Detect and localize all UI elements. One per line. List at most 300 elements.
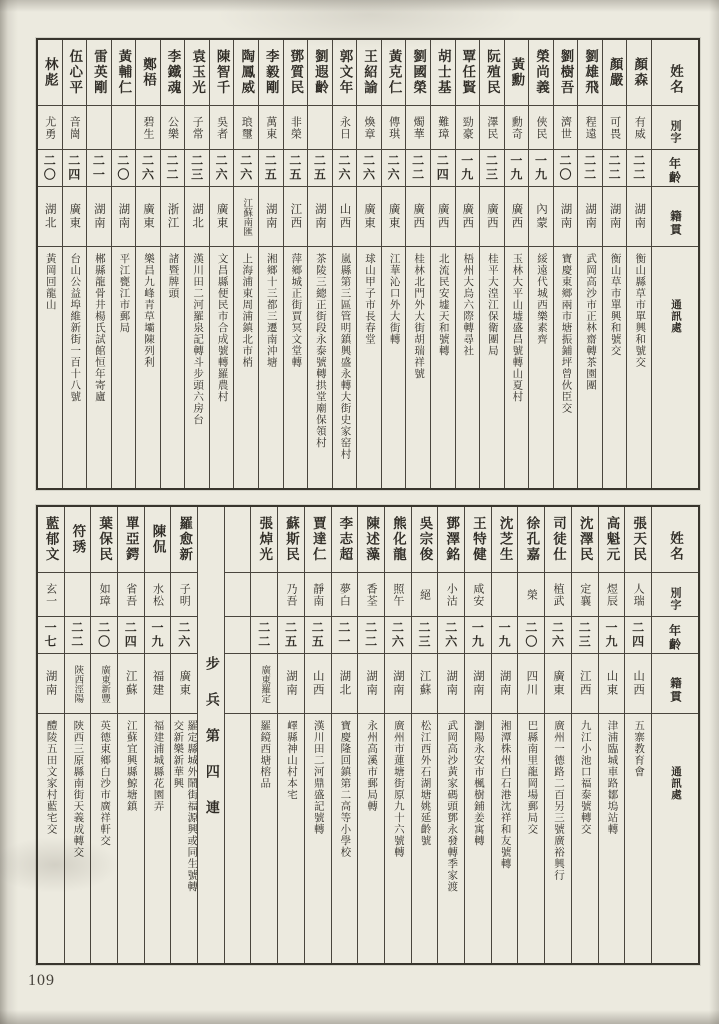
student-name-cell xyxy=(572,507,598,573)
age-value: 二一 xyxy=(336,621,351,649)
student-name-cell xyxy=(308,40,332,106)
courtesy-name: 俠民 xyxy=(534,115,547,140)
student-name: 陳侃 xyxy=(150,524,166,555)
native-place: 廣東羅定 xyxy=(259,664,270,703)
age-value-cell xyxy=(284,150,308,187)
courtesy-name-cell xyxy=(412,573,438,617)
header-cell-courtesy xyxy=(652,106,698,150)
courtesy-name: 人瑞 xyxy=(632,582,645,607)
courtesy-name: 難璋 xyxy=(436,115,449,140)
student-name: 羅愈新 xyxy=(177,516,193,563)
roster-column xyxy=(251,507,278,963)
courtesy-name: 植武 xyxy=(552,582,565,607)
age-value-cell xyxy=(308,150,332,187)
contact-address: 平江甕江市郵局 xyxy=(118,253,130,334)
native-place-cell xyxy=(529,187,553,247)
courtesy-name: 咸安 xyxy=(471,582,484,607)
contact-address-cell xyxy=(333,247,357,488)
native-place: 廣東 xyxy=(387,203,400,230)
student-name-cell xyxy=(210,40,234,106)
courtesy-name: 如璋 xyxy=(98,582,111,607)
contact-address-cell xyxy=(308,247,332,488)
contact-address: 樂昌九峰青草壩陳列利 xyxy=(142,253,154,368)
courtesy-name-cell xyxy=(385,573,411,617)
header-address-label: 通訊處 xyxy=(670,766,681,801)
student-name-cell xyxy=(161,40,185,106)
student-name: 郭文年 xyxy=(337,49,353,96)
native-place: 江西 xyxy=(578,670,591,697)
courtesy-name-cell xyxy=(161,106,185,150)
native-place-cell xyxy=(308,187,332,247)
header-cell-origin xyxy=(652,654,698,714)
student-name: 葉保民 xyxy=(97,516,113,563)
native-place-cell xyxy=(63,187,87,247)
native-place: 湖南 xyxy=(498,670,511,697)
contact-address: 漢川田二河羅泉記轉斗步頭六房台 xyxy=(192,253,204,426)
contact-address: 陝西三原縣南街天義成轉交 xyxy=(72,720,84,858)
native-place-cell xyxy=(465,654,491,714)
header-cell-courtesy xyxy=(652,573,698,617)
courtesy-name: 子明 xyxy=(178,582,191,607)
native-place-cell xyxy=(38,654,64,714)
contact-address: 湘潭株州白石港沈祥和友號轉 xyxy=(499,720,511,870)
age-value: 二三 xyxy=(417,621,432,649)
contact-address: 廣州一德路二百另三號廣裕興行 xyxy=(553,720,565,881)
courtesy-name-cell xyxy=(627,106,651,150)
student-name-cell xyxy=(145,507,171,573)
student-name-cell xyxy=(492,507,518,573)
native-place: 湖南 xyxy=(44,670,57,697)
roster-column xyxy=(87,40,112,488)
age-value-cell xyxy=(118,617,144,654)
courtesy-name-cell xyxy=(136,106,160,150)
courtesy-name-cell xyxy=(578,106,602,150)
contact-address-cell xyxy=(332,714,358,963)
courtesy-name: 澤民 xyxy=(485,115,498,140)
contact-address-cell xyxy=(357,247,381,488)
student-name-cell xyxy=(382,40,406,106)
native-place-cell xyxy=(625,654,651,714)
age-value: 二四 xyxy=(435,154,450,182)
header-courtesy-label: 別字 xyxy=(669,587,681,611)
student-name: 徐孔嘉 xyxy=(524,516,540,563)
native-place: 廣東 xyxy=(178,670,191,697)
native-place-cell xyxy=(118,654,144,714)
native-place: 湖南 xyxy=(471,670,484,697)
native-place: 湖南 xyxy=(445,670,458,697)
native-place-cell xyxy=(161,187,185,247)
student-name: 陳智千 xyxy=(214,49,230,96)
unit-label: 步兵第四連 xyxy=(203,656,219,836)
roster-column xyxy=(456,40,481,488)
courtesy-name: 勁豪 xyxy=(461,115,474,140)
student-name: 賈達仁 xyxy=(310,516,326,563)
student-name: 沈芝生 xyxy=(497,516,513,563)
header-address-label: 通訊處 xyxy=(670,299,681,334)
courtesy-name-cell xyxy=(603,106,627,150)
contact-address: 桂平大湟江保衛團局 xyxy=(486,253,498,357)
age-value-cell xyxy=(406,150,430,187)
contact-address: 綏遠代城西樂素齊 xyxy=(535,253,547,345)
student-name: 鄧澤銘 xyxy=(444,516,460,563)
student-name-cell xyxy=(465,507,491,573)
age-value-cell xyxy=(492,617,518,654)
student-name: 單亞鍔 xyxy=(123,516,139,563)
contact-address-cell xyxy=(38,714,64,963)
roster-column xyxy=(627,40,652,488)
header-age-label: 年齡 xyxy=(667,623,682,652)
student-name-cell xyxy=(599,507,625,573)
contact-address-cell xyxy=(87,247,111,488)
age-value: 二四 xyxy=(630,621,645,649)
student-name: 林彪 xyxy=(42,57,58,88)
native-place-cell xyxy=(456,187,480,247)
native-place: 廣東新豐 xyxy=(99,664,110,703)
contact-address: 醴陵五田文家村藍宅交 xyxy=(45,720,57,835)
courtesy-name-cell xyxy=(251,573,277,617)
native-place-cell xyxy=(431,187,455,247)
native-place-cell xyxy=(603,187,627,247)
student-name-cell xyxy=(357,40,381,106)
contact-address: 梧州大烏六際轉尋社 xyxy=(462,253,474,357)
courtesy-name-cell xyxy=(308,106,332,150)
contact-address-cell xyxy=(259,247,283,488)
header-courtesy-label: 別字 xyxy=(669,120,681,144)
age-value-cell xyxy=(627,150,651,187)
roster-column xyxy=(406,40,431,488)
contact-address-cell xyxy=(145,714,171,963)
courtesy-name-cell xyxy=(505,106,529,150)
age-value: 二二 xyxy=(410,154,425,182)
roster-column xyxy=(284,40,309,488)
student-name: 符琇 xyxy=(70,524,86,555)
native-place: 江西 xyxy=(289,203,302,230)
student-name-cell xyxy=(518,507,544,573)
empty-cell xyxy=(225,573,251,617)
courtesy-name-cell xyxy=(465,573,491,617)
courtesy-name-cell xyxy=(91,573,117,617)
contact-address-cell xyxy=(251,714,277,963)
contact-address-cell xyxy=(278,714,304,963)
contact-address: 寶慶東鄉兩市塘振鋪坪曾伙臣交 xyxy=(560,253,572,414)
contact-address: 桂林北門外大街胡瑞祥號 xyxy=(413,253,425,380)
courtesy-name-cell xyxy=(171,573,197,617)
contact-address: 巴縣南里龍岡場郵局交 xyxy=(526,720,538,835)
age-value: 一七 xyxy=(43,621,58,649)
courtesy-name: 靜南 xyxy=(311,582,324,607)
courtesy-name-cell xyxy=(438,573,464,617)
courtesy-name: 玄一 xyxy=(44,582,57,607)
student-name: 張天民 xyxy=(631,516,647,563)
student-name: 黃輔仁 xyxy=(116,49,132,96)
native-place-cell xyxy=(87,187,111,247)
roster-table-top xyxy=(36,38,700,490)
age-value-cell xyxy=(259,150,283,187)
age-value: 二三 xyxy=(577,621,592,649)
header-name-label: 姓名 xyxy=(668,531,683,562)
age-value-cell xyxy=(603,150,627,187)
student-name: 劉樹吾 xyxy=(558,49,574,96)
native-place-cell xyxy=(145,654,171,714)
native-place-cell xyxy=(406,187,430,247)
student-name: 黃克仁 xyxy=(386,49,402,96)
courtesy-name: 勳奇 xyxy=(510,115,523,140)
age-value: 二二 xyxy=(69,621,84,649)
age-value-cell xyxy=(505,150,529,187)
courtesy-name-cell xyxy=(87,106,111,150)
age-value: 二〇 xyxy=(115,154,130,182)
native-place-cell xyxy=(65,654,91,714)
courtesy-name: 程遠 xyxy=(584,115,597,140)
contact-address-cell xyxy=(63,247,87,488)
student-name: 榮尚義 xyxy=(533,49,549,96)
courtesy-name: 公樂 xyxy=(166,115,179,140)
student-name: 鄧質民 xyxy=(288,49,304,96)
roster-column xyxy=(431,40,456,488)
roster-column xyxy=(382,40,407,488)
student-name-cell xyxy=(480,40,504,106)
courtesy-name-cell xyxy=(284,106,308,150)
roster-column xyxy=(234,40,259,488)
age-value-cell xyxy=(112,150,136,187)
roster-column xyxy=(603,40,628,488)
age-value-cell xyxy=(578,150,602,187)
native-place: 湖北 xyxy=(191,203,204,230)
age-value-cell xyxy=(210,150,234,187)
courtesy-name: 燭華 xyxy=(412,115,425,140)
age-value-cell xyxy=(333,150,357,187)
student-name: 覃任賢 xyxy=(460,49,476,96)
roster-column xyxy=(278,507,305,963)
courtesy-name: 濟世 xyxy=(559,115,572,140)
blank-column xyxy=(225,507,252,963)
contact-address: 湘鄉十三都三遷南沖塘 xyxy=(265,253,277,368)
age-value-cell xyxy=(185,150,209,187)
contact-address: 嶧縣神山村本宅 xyxy=(286,720,297,801)
contact-address-cell xyxy=(185,247,209,488)
age-value: 二五 xyxy=(283,621,298,649)
native-place-cell xyxy=(332,654,358,714)
age-value-cell xyxy=(465,617,491,654)
courtesy-name-cell xyxy=(278,573,304,617)
native-place-cell xyxy=(38,187,62,247)
courtesy-name-cell xyxy=(545,573,571,617)
courtesy-name: 煥章 xyxy=(363,115,376,140)
native-place: 廣西 xyxy=(461,203,474,230)
courtesy-name: 照午 xyxy=(391,582,404,607)
student-name-cell xyxy=(529,40,553,106)
contact-address: 羅定縣城外鬧街福源興或同生號轉交新樂新華興 xyxy=(172,720,198,893)
courtesy-name: 尤勇 xyxy=(43,115,56,140)
roster-column xyxy=(332,507,359,963)
courtesy-name-cell xyxy=(572,573,598,617)
courtesy-name-cell xyxy=(234,106,258,150)
age-value: 二六 xyxy=(390,621,405,649)
contact-address-cell xyxy=(38,247,62,488)
roster-column xyxy=(259,40,284,488)
native-place: 江蘇 xyxy=(418,670,431,697)
age-value-cell xyxy=(456,150,480,187)
contact-address-cell xyxy=(545,714,571,963)
contact-address: 台山公益埠維新街一百十八號 xyxy=(69,253,81,403)
age-value: 二二 xyxy=(631,154,646,182)
student-name: 王特健 xyxy=(470,516,486,563)
roster-column xyxy=(136,40,161,488)
age-value: 二六 xyxy=(176,621,191,649)
empty-cell xyxy=(225,507,251,573)
age-value-cell xyxy=(554,150,578,187)
roster-column xyxy=(118,507,145,963)
courtesy-name-cell xyxy=(38,106,62,150)
header-name-label: 姓名 xyxy=(668,64,683,95)
age-value: 二五 xyxy=(312,154,327,182)
contact-address-cell xyxy=(406,247,430,488)
roster-column xyxy=(210,40,235,488)
courtesy-name: 絕 xyxy=(418,588,431,601)
contact-address-cell xyxy=(492,714,518,963)
age-value-cell xyxy=(412,617,438,654)
courtesy-name: 夢白 xyxy=(338,582,351,607)
native-place: 四川 xyxy=(525,670,538,697)
student-name: 劉雄飛 xyxy=(583,49,599,96)
native-place-cell xyxy=(385,654,411,714)
native-place-cell xyxy=(284,187,308,247)
age-value-cell xyxy=(438,617,464,654)
age-value-cell xyxy=(234,150,258,187)
courtesy-name-cell xyxy=(554,106,578,150)
student-name-cell xyxy=(87,40,111,106)
native-place: 廣東 xyxy=(215,203,228,230)
contact-address-cell xyxy=(65,714,91,963)
contact-address-cell xyxy=(627,247,651,488)
student-name-cell xyxy=(171,507,197,573)
courtesy-name-cell xyxy=(625,573,651,617)
native-place-cell xyxy=(210,187,234,247)
student-name-cell xyxy=(251,507,277,573)
student-name-cell xyxy=(118,507,144,573)
age-value: 二六 xyxy=(140,154,155,182)
contact-address: 英德東鄉白沙市廣祥軒交 xyxy=(99,720,111,847)
roster-column xyxy=(465,507,492,963)
native-place: 湖南 xyxy=(264,203,277,230)
header-cell-age xyxy=(652,617,698,654)
roster-column xyxy=(91,507,118,963)
student-name-cell xyxy=(603,40,627,106)
native-place: 山西 xyxy=(632,670,645,697)
courtesy-name-cell xyxy=(358,573,384,617)
native-place-cell xyxy=(554,187,578,247)
native-place: 廣西 xyxy=(412,203,425,230)
roster-column xyxy=(161,40,186,488)
student-name: 黃勳 xyxy=(509,57,525,88)
roster-column xyxy=(385,507,412,963)
native-place: 廣東 xyxy=(141,203,154,230)
courtesy-name-cell xyxy=(492,573,518,617)
header-cell-age xyxy=(652,150,698,187)
contact-address: 郴縣龍骨井楊氏試館恒年寄廬 xyxy=(93,253,105,403)
roster-column xyxy=(305,507,332,963)
contact-address-cell xyxy=(385,714,411,963)
native-place: 福建 xyxy=(151,670,164,697)
contact-address: 江蘇宜興縣鯨塘鎮 xyxy=(125,720,137,812)
age-value: 二六 xyxy=(238,154,253,182)
roster-column xyxy=(438,507,465,963)
student-name-cell xyxy=(554,40,578,106)
age-value-cell xyxy=(38,150,62,187)
age-value-cell xyxy=(332,617,358,654)
age-value-cell xyxy=(480,150,504,187)
age-value: 二五 xyxy=(287,154,302,182)
age-value-cell xyxy=(358,617,384,654)
native-place-cell xyxy=(599,654,625,714)
age-value: 二〇 xyxy=(558,154,573,182)
contact-address: 漢川田二河鼎盛記號轉 xyxy=(312,720,324,835)
courtesy-name-cell xyxy=(118,573,144,617)
student-name-cell xyxy=(456,40,480,106)
student-name: 顏嚴 xyxy=(607,57,623,88)
student-name-cell xyxy=(185,40,209,106)
contact-address: 江華沁口外大街轉 xyxy=(388,253,400,345)
native-place-cell xyxy=(627,187,651,247)
student-name: 蘇斯民 xyxy=(284,516,299,563)
courtesy-name-cell xyxy=(480,106,504,150)
header-cell-name xyxy=(652,40,698,106)
roster-column xyxy=(545,507,572,963)
native-place-cell xyxy=(518,654,544,714)
native-place: 廣西 xyxy=(436,203,449,230)
age-value-cell xyxy=(385,617,411,654)
header-column xyxy=(652,40,698,488)
age-value: 二六 xyxy=(336,154,351,182)
native-place-cell xyxy=(357,187,381,247)
contact-address: 嵐縣第三區管明鎮興盛永轉大街史家窑村 xyxy=(339,253,351,460)
native-place-cell xyxy=(382,187,406,247)
native-place: 廣東 xyxy=(552,670,565,697)
courtesy-name: 榮 xyxy=(525,588,538,601)
courtesy-name: 吳者 xyxy=(215,115,228,140)
contact-address-cell xyxy=(505,247,529,488)
age-value: 二二 xyxy=(165,154,180,182)
native-place: 湖南 xyxy=(391,670,404,697)
contact-address: 瀏陽永安市楓樹鋪姜寓轉 xyxy=(472,720,484,847)
student-name-cell xyxy=(65,507,91,573)
contact-address-cell xyxy=(603,247,627,488)
contact-address-cell xyxy=(438,714,464,963)
student-name-cell xyxy=(412,507,438,573)
age-value: 二六 xyxy=(443,621,458,649)
native-place-cell xyxy=(251,654,277,714)
age-value-cell xyxy=(145,617,171,654)
contact-address-cell xyxy=(480,247,504,488)
student-name-cell xyxy=(505,40,529,106)
age-value: 二五 xyxy=(310,621,325,649)
student-name: 劉國榮 xyxy=(411,49,427,96)
student-name-cell xyxy=(234,40,258,106)
student-name-cell xyxy=(63,40,87,106)
roster-column xyxy=(171,507,198,963)
student-name-cell xyxy=(305,507,331,573)
contact-address-cell xyxy=(171,714,197,963)
courtesy-name: 非榮 xyxy=(289,115,302,140)
age-value: 二五 xyxy=(263,154,278,182)
contact-address: 上海浦東周浦鎮北市梢 xyxy=(241,253,253,368)
age-value-cell xyxy=(357,150,381,187)
header-column xyxy=(652,507,698,963)
roster-column xyxy=(505,40,530,488)
student-name-cell xyxy=(333,40,357,106)
courtesy-name-cell xyxy=(112,106,136,150)
header-cell-name xyxy=(652,507,698,573)
